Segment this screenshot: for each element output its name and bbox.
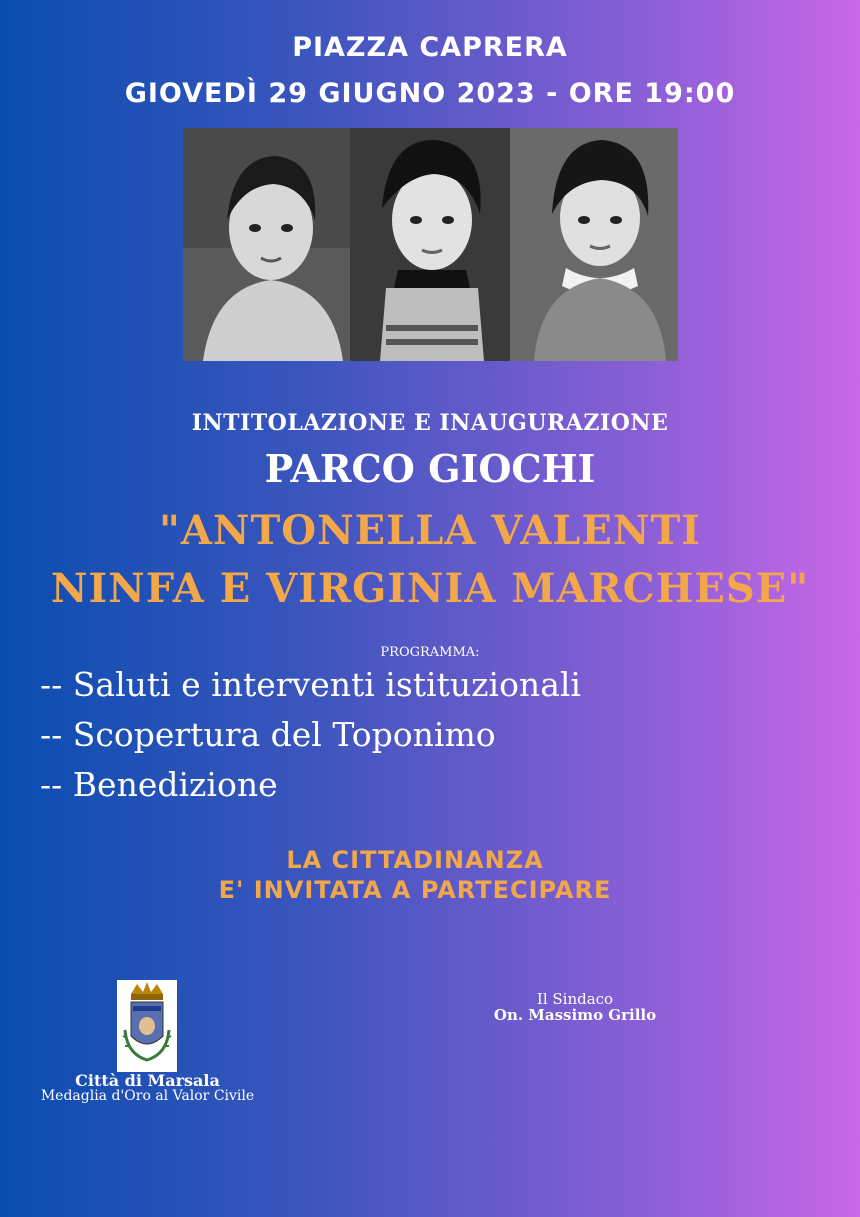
photo-child-1 (183, 128, 350, 361)
mayor-name: On. Massimo Grillo (493, 1006, 657, 1024)
mayor-title: Il Sindaco (536, 990, 614, 1008)
city-name: Città di Marsala (75, 1071, 220, 1090)
city-crest (117, 980, 177, 1072)
program-label: PROGRAMMA: (380, 645, 480, 660)
program-item: -- Benedizione (40, 765, 278, 804)
invitation-line-2: E' INVITATA A PARTECIPARE (218, 876, 612, 904)
event-kicker: INTITOLAZIONE E INAUGURAZIONE (191, 410, 669, 436)
program-item: -- Saluti e interventi istituzionali (40, 665, 581, 704)
photo-child-2 (350, 128, 510, 361)
program-item: -- Scopertura del Toponimo (40, 715, 496, 754)
photo-child-3 (510, 128, 678, 361)
event-location: PIAZZA CAPRERA (292, 32, 568, 63)
dedication-line-1: "ANTONELLA VALENTI (159, 507, 701, 554)
park-dedication (0, 502, 860, 618)
event-date: GIOVEDÌ 29 GIUGNO 2023 - ORE 19:00 (124, 78, 736, 109)
dedication-line-2: NINFA E VIRGINIA MARCHESE" (50, 565, 810, 612)
invitation-line-1: LA CITTADINANZA (286, 846, 544, 874)
children-photos (183, 128, 678, 361)
invitation (0, 845, 830, 905)
park-title: PARCO GIOCHI (264, 446, 596, 491)
program-list (40, 660, 581, 810)
city-medal: Medaglia d'Oro al Valor Civile (40, 1088, 255, 1104)
